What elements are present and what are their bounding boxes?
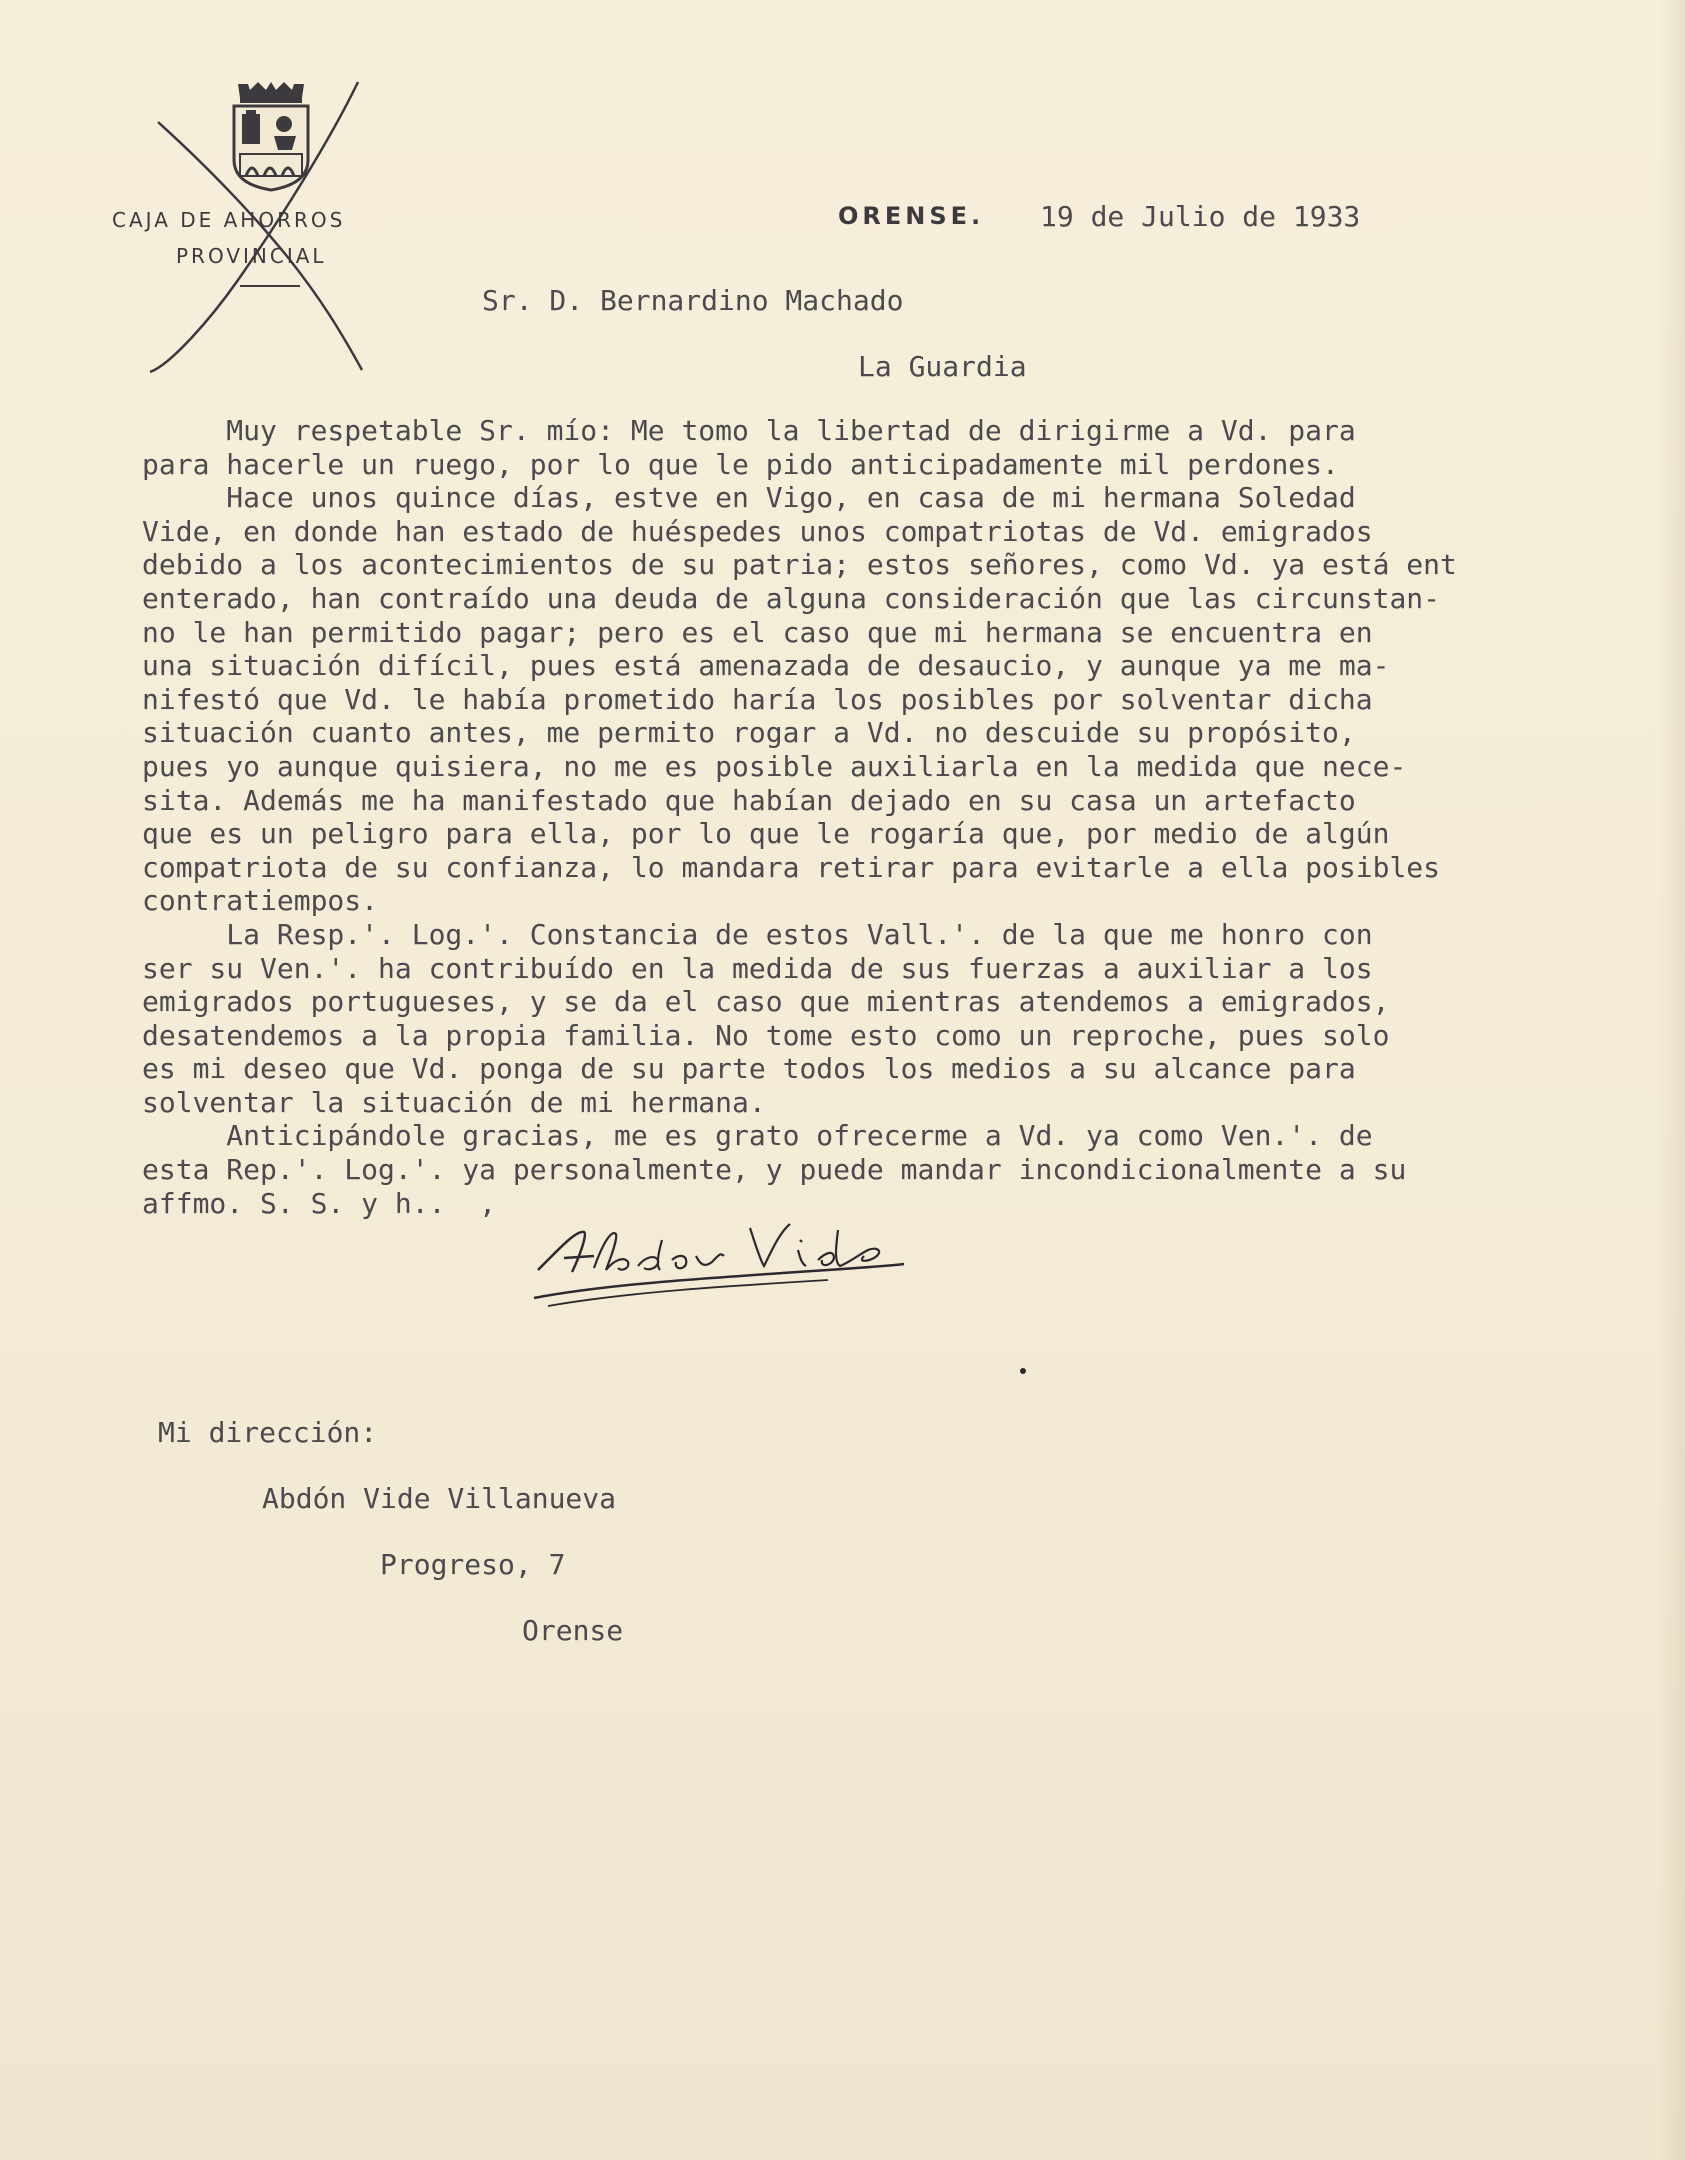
recipient-name: Sr. D. Bernardino Machado (482, 284, 904, 317)
address-city: Orense (522, 1614, 624, 1647)
address-label: Mi dirección: (158, 1416, 378, 1449)
body-line: enterado, han contraído una deuda de alguna consideración que las circunstan- (142, 581, 1441, 615)
body-line: para hacerle un ruego, por lo que le pido anticipadamente mil perdones. (142, 447, 1339, 481)
body-line: una situación difícil, pues está amenazada de desaucio, y aunque ya me ma- (142, 649, 1390, 683)
letter-date: 19 de Julio de 1933 (1040, 200, 1361, 233)
body-line: situación cuanto antes, me permito rogar a Vd. no descuide su propósito, (142, 716, 1356, 750)
body-line: nifestó que Vd. le había prometido haría los posibles por solventar dicha (142, 682, 1373, 716)
body-line: es mi deseo que Vd. ponga de su parte todos los medios a su alcance para (142, 1052, 1356, 1086)
handwritten-signature (528, 1210, 908, 1310)
body-line: contratiempos. (142, 884, 379, 918)
body-line: compatriota de su confianza, lo mandara retirar para evitarle a ella posibles (142, 850, 1441, 884)
ink-dot (1020, 1368, 1026, 1374)
letterhead-city: ORENSE. (838, 202, 985, 230)
body-line: Anticipándole gracias, me es grato ofrecerme a Vd. ya como Ven.'. de (142, 1119, 1373, 1153)
address-name: Abdón Vide Villanueva (262, 1482, 617, 1515)
body-line: esta Rep.'. Log.'. ya personalmente, y puede mandar incondicionalmente a su (142, 1153, 1407, 1187)
body-line: ser su Ven.'. ha contribuído en la medida de sus fuerzas a auxiliar a los (142, 951, 1373, 985)
body-line: sita. Además me ha manifestado que habían dejado en su casa un artefacto (142, 783, 1356, 817)
letterhead-org-line1: CAJA DE AHORROS (112, 208, 346, 232)
body-line: Hace unos quince días, estve en Vigo, en casa de mi hermana Soledad (142, 481, 1356, 515)
recipient-place: La Guardia (858, 350, 1027, 383)
body-line: emigrados portugueses, y se da el caso que mientras atendemos a emigrados, (142, 985, 1390, 1019)
body-line: debido a los acontecimientos de su patria; estos señores, como Vd. ya está ent (142, 548, 1457, 582)
letter-body (142, 414, 1672, 1220)
address-street: Progreso, 7 (380, 1548, 566, 1581)
body-line: que es un peligro para ella, por lo que le rogaría que, por medio de algún (142, 817, 1390, 851)
body-line: La Resp.'. Log.'. Constancia de estos Vall.'. de la que me honro con (142, 917, 1373, 951)
body-line: solventar la situación de mi hermana. (142, 1085, 766, 1119)
body-line: pues yo aunque quisiera, no me es posible auxiliarla en la medida que nece- (142, 749, 1407, 783)
body-line: Vide, en donde han estado de huéspedes unos compatriotas de Vd. emigrados (142, 514, 1373, 548)
letterhead-divider (240, 285, 300, 287)
letterhead-org-line2: PROVINCIAL (176, 244, 327, 268)
body-line: no le han permitido pagar; pero es el caso que mi hermana se encuentra en (142, 615, 1373, 649)
body-line: affmo. S. S. y h.. , (142, 1186, 497, 1220)
body-line: desatendemos a la propia familia. No tome esto como un reproche, pues solo (142, 1018, 1390, 1052)
body-line: Muy respetable Sr. mío: Me tomo la libertad de dirigirme a Vd. para (142, 414, 1356, 447)
